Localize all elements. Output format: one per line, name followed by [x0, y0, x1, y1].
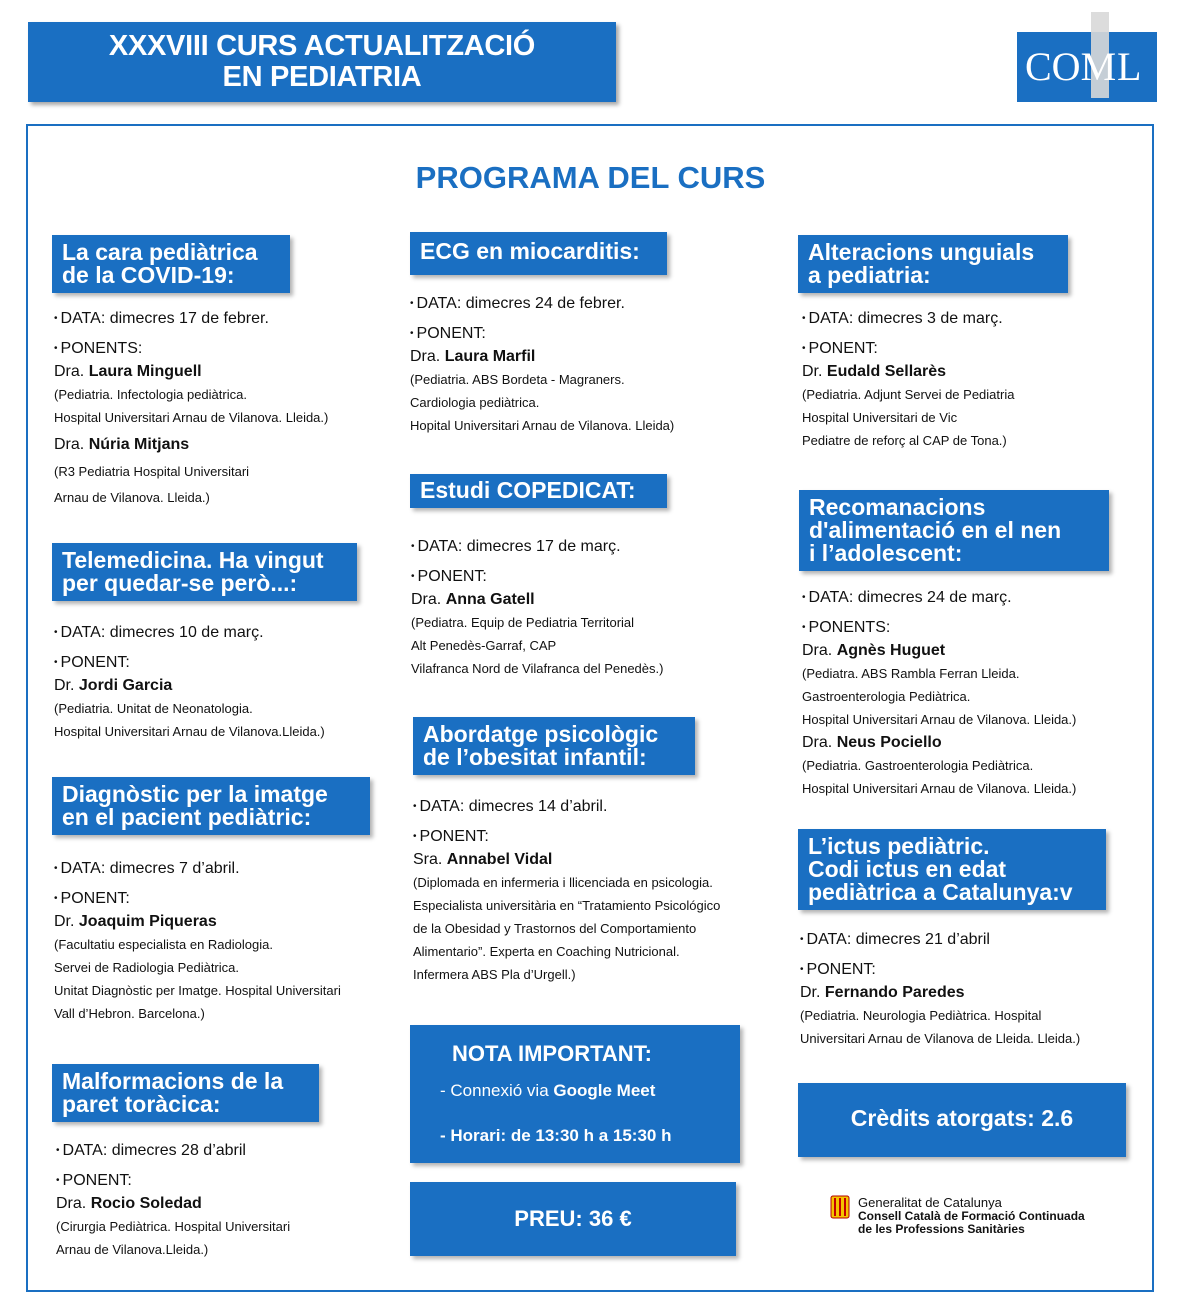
speaker-detail: (R3 Pediatria Hospital Universitari	[54, 464, 250, 479]
speaker-name: Dra. Agnès Huguet	[802, 642, 946, 659]
speaker-detail: Especialista universitària en “Tratamiento Psicológico	[413, 898, 721, 913]
speaker-detail: Hospital Universitari de Vic	[802, 410, 958, 425]
course-title-line1: XXXVIII CURS ACTUALITZACIÓ	[108, 30, 536, 62]
session-date: • DATA: dimecres 17 de març.	[411, 535, 663, 558]
title-line: Estudi COPEDICAT:	[420, 477, 636, 503]
speaker-role: • PONENT:	[54, 887, 341, 910]
speaker-name: Dra. Anna Gatell	[411, 591, 535, 608]
svg-text:COM: COM	[1025, 44, 1117, 89]
speaker-detail: Alt Penedès-Garraf, CAP	[411, 638, 557, 653]
generalitat-emblem-icon	[830, 1195, 850, 1219]
title-line: de la COVID-19:	[62, 262, 235, 288]
session-date: • DATA: dimecres 28 d’abril	[56, 1139, 290, 1162]
important-note-box	[410, 1025, 740, 1163]
speaker-detail: (Pediatria. Gastroenterologia Pediàtrica.	[802, 758, 1034, 773]
session-date: • DATA: dimecres 7 d’abril.	[54, 857, 341, 880]
speaker-role: • PONENT:	[800, 958, 1080, 981]
speaker-name: Sra. Annabel Vidal	[413, 851, 553, 868]
session-date: • DATA: dimecres 3 de març.	[802, 307, 1014, 330]
speaker-name: Dr. Jordi Garcia	[54, 677, 173, 694]
title-line: Alteracions unguials	[808, 239, 1035, 265]
speaker-detail: (Diplomada en infermeria i llicenciada en psicologia.	[413, 875, 713, 890]
title-line: per quedar-se però...:	[62, 570, 298, 596]
session-title-alimentacio	[799, 490, 1109, 571]
session-title-telemedicina	[52, 543, 357, 601]
session-date: • DATA: dimecres 17 de febrer.	[54, 307, 328, 330]
speaker-name: Dra. Núria Mitjans	[54, 436, 190, 453]
speaker-detail: (Cirurgia Pediàtrica. Hospital Universitari	[56, 1219, 291, 1234]
svg-text:L: L	[1117, 44, 1142, 89]
title-line: i l’adolescent:	[809, 540, 963, 566]
speaker-detail: Hospital Universitari Arnau de Vilanova. Lleida.)	[802, 781, 1077, 796]
session-date: • DATA: dimecres 14 d’abril.	[413, 795, 720, 818]
speaker-detail: de la Obesidad y Trastornos del Comportamiento	[413, 921, 697, 936]
speaker-detail: Infermera ABS Pla d’Urgell.)	[413, 967, 576, 982]
session-info-malformacions	[56, 1139, 290, 1261]
speaker-detail: Vilafranca Nord de Vilafranca del Penedès.)	[411, 661, 664, 676]
speaker-detail: Hospital Universitari Arnau de Vilanova. Lleida.)	[54, 410, 329, 425]
speaker-detail: Servei de Radiologia Pediàtrica.	[54, 960, 239, 975]
session-date: • DATA: dimecres 21 d’abril	[800, 928, 1080, 951]
speaker-detail: Alimentario”. Experta en Coaching Nutricional.	[413, 944, 680, 959]
speaker-detail: Cardiologia pediàtrica.	[410, 395, 540, 410]
title-line: Telemedicina. Ha vingut	[62, 547, 324, 573]
speaker-name: Dra. Laura Minguell	[54, 363, 202, 380]
session-info-ictus	[800, 928, 1080, 1050]
program-title: PROGRAMA DEL CURS	[415, 160, 766, 195]
speaker-name: Dr. Fernando Paredes	[800, 984, 965, 1001]
session-title-ecg	[410, 232, 667, 275]
title-line: Codi ictus en edat	[808, 856, 1007, 882]
speaker-detail: (Pediatria. Adjunt Servei de Pediatria	[802, 387, 1015, 402]
speaker-detail: Pediatre de reforç al CAP de Tona.)	[802, 433, 1007, 448]
title-line: de l’obesitat infantil:	[423, 744, 647, 770]
session-info-unguials	[802, 307, 1014, 452]
session-title-ictus	[798, 829, 1106, 910]
speaker-detail: Gastroenterologia Pediàtrica.	[802, 689, 971, 704]
speaker-detail: Universitari Arnau de Vilanova de Lleida. Lleida.)	[800, 1031, 1081, 1046]
speaker-role: • PONENTS:	[802, 616, 1076, 639]
speaker-role: • PONENT:	[410, 322, 674, 345]
course-title-line2: EN PEDIATRIA	[222, 61, 422, 93]
course-title-box	[28, 22, 616, 102]
speaker-detail: (Pediatra. ABS Rambla Ferran Lleida.	[802, 666, 1020, 681]
session-info-copedicat	[411, 535, 663, 680]
coml-logo	[1017, 10, 1157, 102]
speaker-detail: (Pediatra. Equip de Pediatria Territorial	[411, 615, 635, 630]
speaker-role: • PONENT:	[413, 825, 720, 848]
speaker-detail: Hospital Universitari Arnau de Vilanova. Lleida.)	[802, 712, 1077, 727]
title-line: Malformacions de la	[62, 1068, 284, 1094]
speaker-detail: (Pediatria. ABS Bordeta - Magraners.	[410, 372, 625, 387]
speaker-role: • PONENT:	[411, 565, 663, 588]
session-title-covid	[52, 235, 290, 293]
session-info-covid	[54, 307, 328, 509]
speaker-detail: (Pediatria. Neurologia Pediàtrica. Hospital	[800, 1008, 1042, 1023]
speaker-detail: (Pediatria. Infectologia pediàtrica.	[54, 387, 247, 402]
speaker-detail: Unitat Diagnòstic per Imatge. Hospital Universitari	[54, 983, 341, 998]
title-line: Abordatge psicològic	[423, 721, 659, 747]
generalitat-name: Generalitat de Catalunya	[858, 1195, 1002, 1210]
note-title: NOTA IMPORTANT:	[452, 1041, 653, 1066]
session-info-ecg	[410, 292, 674, 437]
speaker-role: • PONENT:	[56, 1169, 290, 1192]
title-line: a pediatria:	[808, 262, 931, 288]
session-date: • DATA: dimecres 10 de març.	[54, 621, 325, 644]
speaker-name: Dra. Neus Pociello	[802, 734, 942, 751]
speaker-role: • PONENT:	[54, 651, 325, 674]
session-info-obesitat	[413, 795, 720, 986]
speaker-detail: (Pediatria. Unitat de Neonatologia.	[54, 701, 253, 716]
speaker-role: • PONENTS:	[54, 337, 328, 360]
title-line: pediàtrica a Catalunya:v	[808, 879, 1073, 905]
speaker-detail: Hopital Universitari Arnau de Vilanova. Lleida)	[410, 418, 675, 433]
title-line: ECG en miocarditis:	[420, 238, 640, 264]
session-title-malformacions	[52, 1064, 319, 1122]
title-line: Recomanacions	[809, 494, 986, 520]
speaker-detail: Arnau de Vilanova. Lleida.)	[54, 490, 210, 505]
session-title-unguials	[798, 235, 1068, 293]
session-info-imatge	[54, 857, 341, 1025]
speaker-name: Dr. Eudald Sellarès	[802, 363, 947, 380]
title-line: d'alimentació en el nen	[809, 517, 1062, 543]
title-line: L’ictus pediàtric.	[808, 833, 990, 859]
speaker-role: • PONENT:	[802, 337, 1014, 360]
speaker-name: Dra. Laura Marfil	[410, 348, 536, 365]
title-line: Diagnòstic per la imatge	[62, 781, 328, 807]
session-info-alimentacio	[802, 586, 1076, 800]
speaker-detail: Vall d’Hebron. Barcelona.)	[54, 1006, 205, 1021]
price-box: PREU: 36 €	[410, 1182, 736, 1256]
session-info-telemedicina	[54, 621, 325, 743]
session-title-imatge	[52, 777, 370, 835]
title-line: La cara pediàtrica	[62, 239, 258, 265]
title-line: en el pacient pediàtric:	[62, 804, 312, 830]
speaker-name: Dr. Joaquim Piqueras	[54, 913, 217, 930]
session-title-copedicat	[410, 474, 667, 508]
title-line: paret toràcica:	[62, 1091, 221, 1117]
session-date: • DATA: dimecres 24 de febrer.	[410, 292, 674, 315]
credits-box: Crèdits atorgats: 2.6	[798, 1083, 1126, 1157]
speaker-detail: Hospital Universitari Arnau de Vilanova.Lleida.)	[54, 724, 325, 739]
speaker-detail: (Facultatiu especialista en Radiologia.	[54, 937, 273, 952]
session-date: • DATA: dimecres 24 de març.	[802, 586, 1076, 609]
council-name-line1: Consell Català de Formació Continuada	[858, 1209, 1085, 1223]
speaker-detail: Arnau de Vilanova.Lleida.)	[56, 1242, 209, 1257]
note-connection: - Connexió via Google Meet	[440, 1081, 656, 1100]
council-name-line2: de les Professions Sanitàries	[858, 1222, 1025, 1236]
speaker-name: Dra. Rocio Soledad	[56, 1195, 202, 1212]
session-title-obesitat	[413, 717, 695, 775]
note-schedule: - Horari: de 13:30 h a 15:30 h	[440, 1126, 672, 1145]
